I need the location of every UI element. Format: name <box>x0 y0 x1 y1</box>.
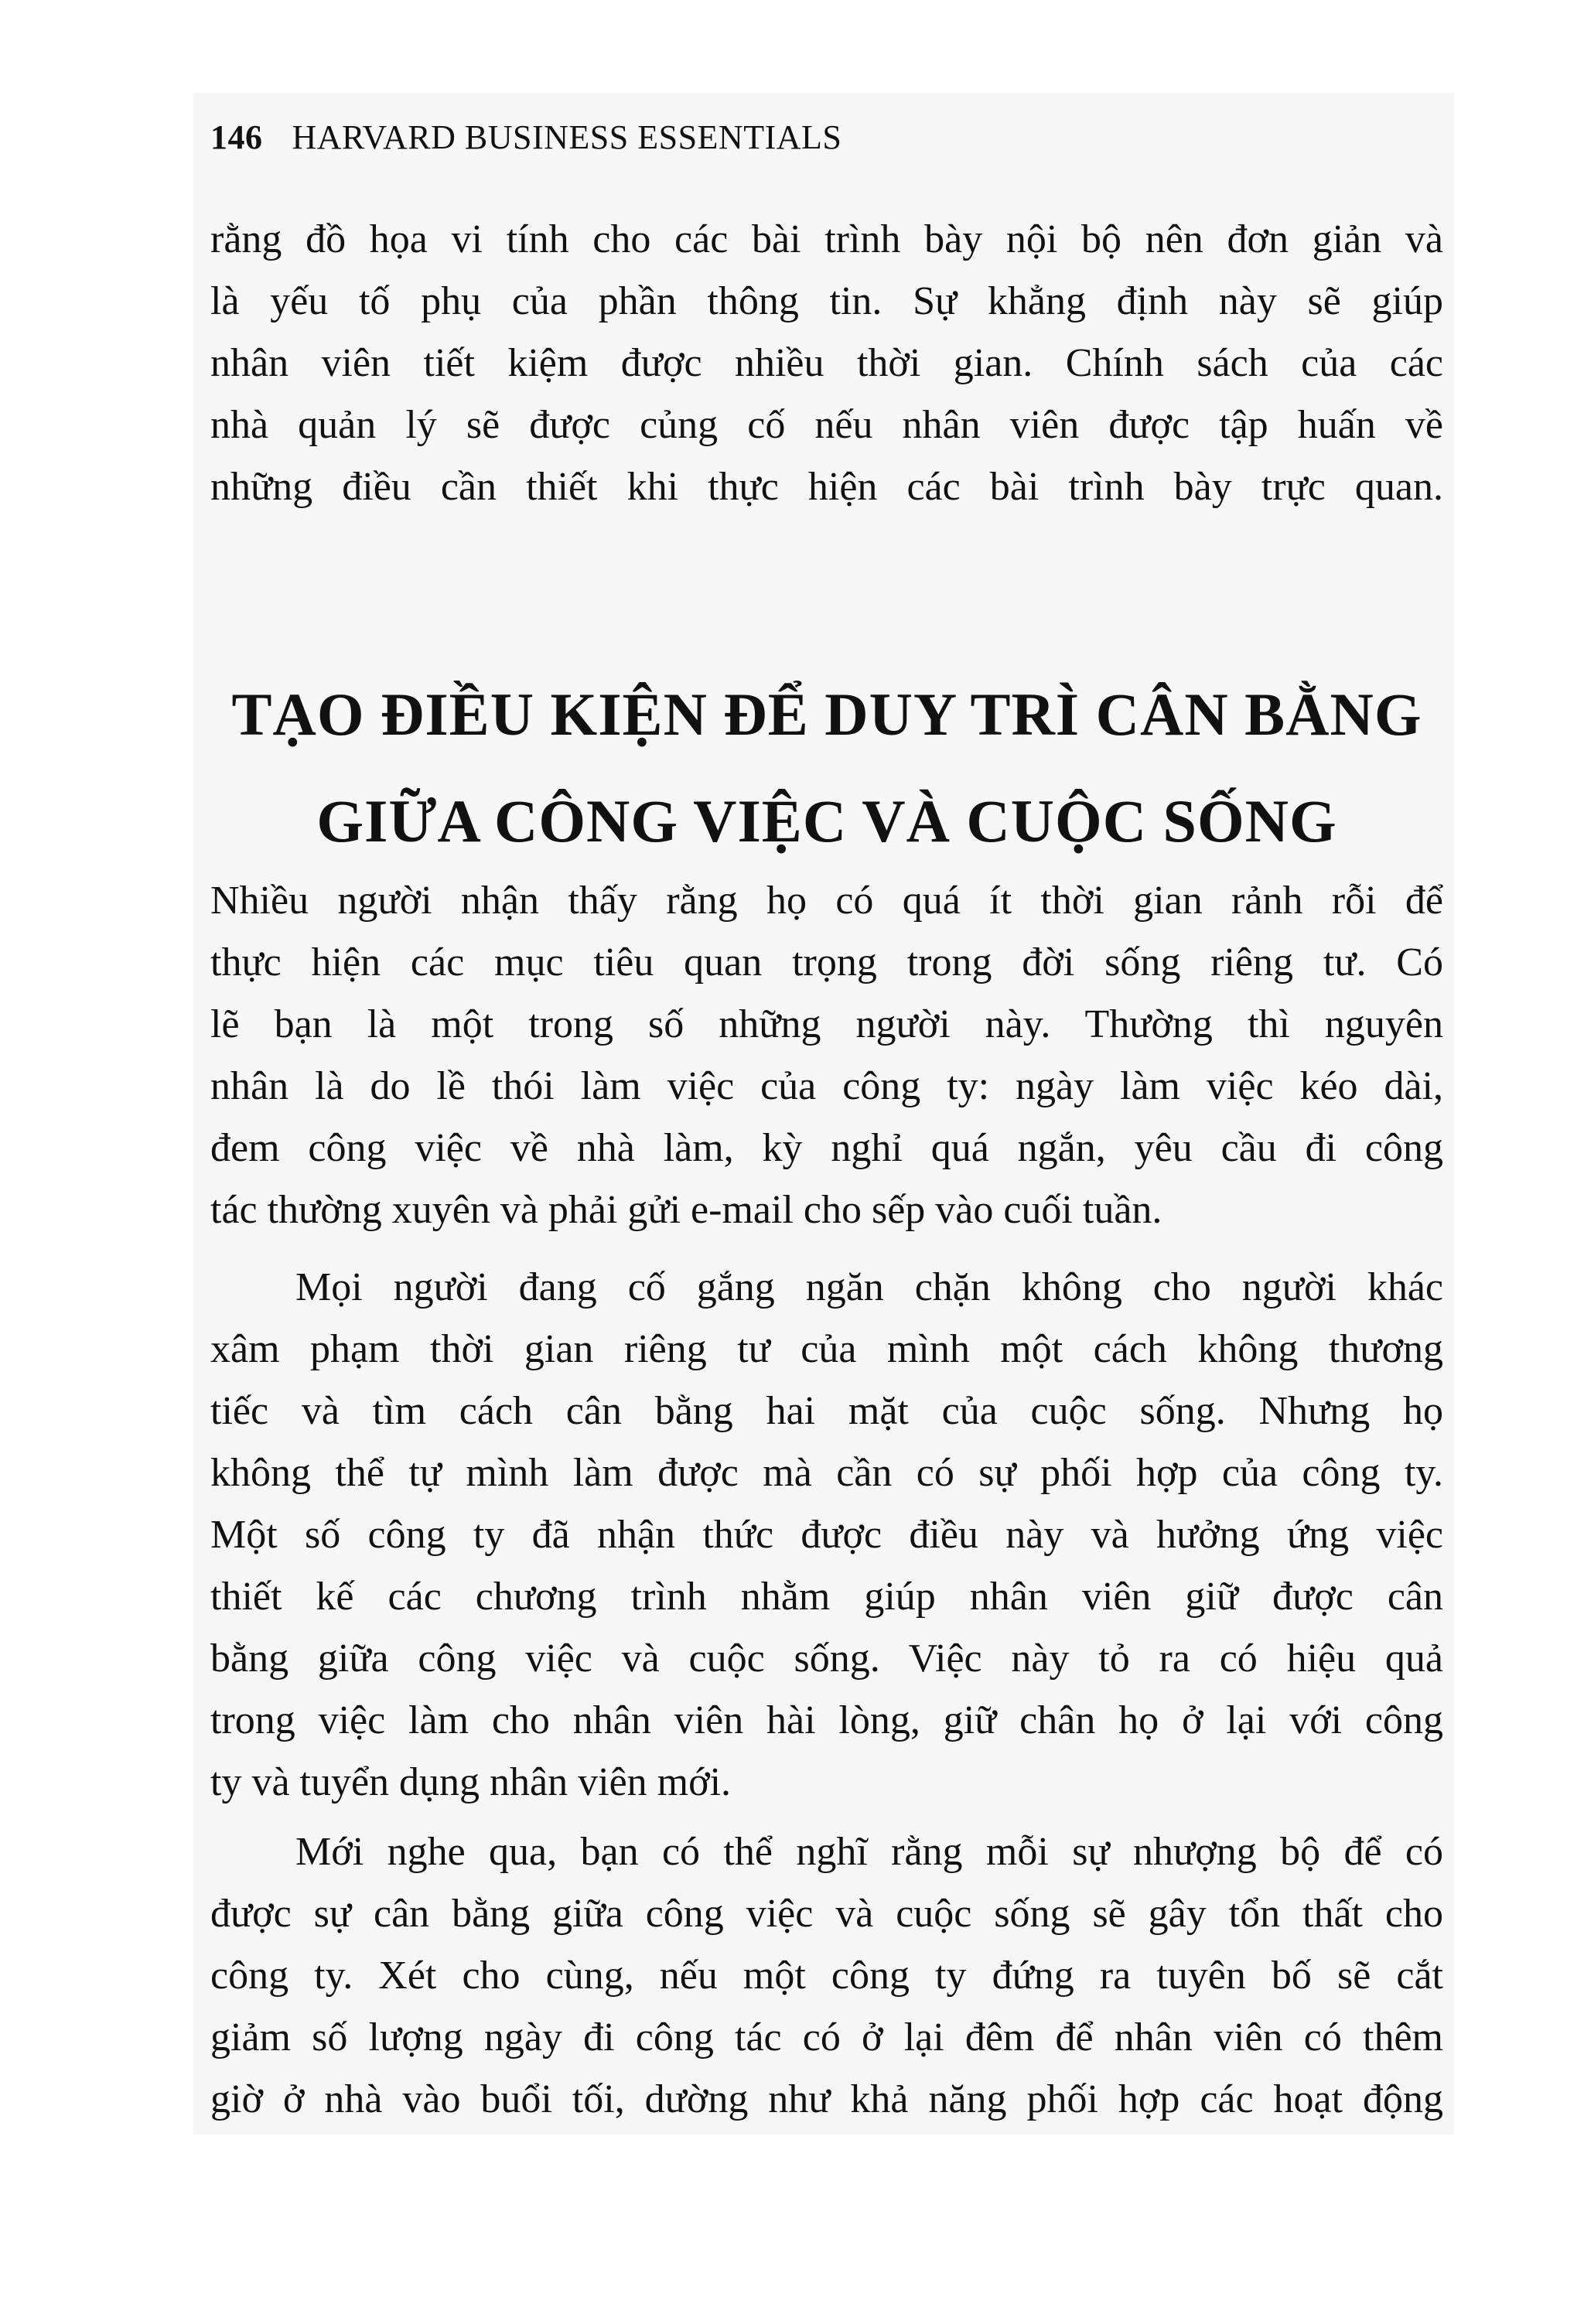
text-line: không thể tự mình làm được mà cần có sự phối hợp của công ty. <box>210 1451 1443 1495</box>
text-line: giờ ở nhà vào buổi tối, dường như khả năng phối hợp các hoạt động <box>210 2077 1443 2121</box>
text-line: nhân viên tiết kiệm được nhiều thời gian. Chính sách của các <box>210 341 1443 385</box>
text-line: giảm số lượng ngày đi công tác có ở lại đêm để nhân viên có thêm <box>210 2015 1443 2060</box>
text-line: Nhiều người nhận thấy rằng họ có quá ít thời gian rảnh rỗi để <box>210 879 1443 923</box>
text-line: bằng giữa công việc và cuộc sống. Việc này tỏ ra có hiệu quả <box>210 1636 1443 1681</box>
text-line: tiếc và tìm cách cân bằng hai mặt của cuộc sống. Nhưng họ <box>210 1389 1443 1433</box>
text-line: nhân là do lề thói làm việc của công ty: ngày làm việc kéo dài, <box>210 1064 1443 1108</box>
paragraph-1 <box>210 870 1443 1241</box>
text-line: nhà quản lý sẽ được củng cố nếu nhân viên được tập huấn về <box>210 403 1443 447</box>
text-line: được sự cân bằng giữa công việc và cuộc sống sẽ gây tổn thất cho <box>210 1892 1443 1936</box>
text-line: thực hiện các mục tiêu quan trọng trong đời sống riêng tư. Có <box>210 940 1443 985</box>
page-number: 146 <box>210 118 263 156</box>
text-line: lẽ bạn là một trong số những người này. Thường thì nguyên <box>210 1002 1443 1046</box>
text-line: Mọi người đang cố gắng ngăn chặn không cho người khác <box>295 1265 1443 1309</box>
text-line: trong việc làm cho nhân viên hài lòng, giữ chân họ ở lại với công <box>210 1698 1443 1742</box>
text-line: xâm phạm thời gian riêng tư của mình một cách không thương <box>210 1327 1443 1371</box>
running-header <box>210 118 842 157</box>
text-line: là yếu tố phụ của phần thông tin. Sự khẳng định này sẽ giúp <box>210 279 1443 323</box>
text-line: rằng đồ họa vi tính cho các bài trình bày nội bộ nên đơn giản và <box>210 217 1443 261</box>
section-heading <box>210 661 1443 875</box>
intro-paragraph <box>210 209 1443 518</box>
text-line: Một số công ty đã nhận thức được điều này và hưởng ứng việc <box>210 1513 1443 1557</box>
text-line: Mới nghe qua, bạn có thể nghĩ rằng mỗi sự nhượng bộ để có <box>295 1830 1443 1874</box>
text-line: những điều cần thiết khi thực hiện các bài trình bày trực quan. <box>210 465 1443 509</box>
text-line: đem công việc về nhà làm, kỳ nghỉ quá ngắn, yêu cầu đi công <box>210 1126 1443 1170</box>
text-line: công ty. Xét cho cùng, nếu một công ty đứng ra tuyên bố sẽ cắt <box>210 1954 1443 1998</box>
paragraph-2 <box>210 1257 1443 1814</box>
text-line: ty và tuyển dụng nhân viên mới. <box>210 1760 732 1804</box>
running-title: HARVARD BUSINESS ESSENTIALS <box>292 118 842 156</box>
paragraph-3 <box>210 1821 1443 2131</box>
text-line: tác thường xuyên và phải gửi e-mail cho sếp vào cuối tuần. <box>210 1188 1162 1232</box>
heading-line: TẠO ĐIỀU KIỆN ĐỂ DUY TRÌ CÂN BẰNG <box>231 681 1422 748</box>
heading-line: GIỮA CÔNG VIỆC VÀ CUỘC SỐNG <box>316 787 1337 855</box>
text-line: thiết kế các chương trình nhằm giúp nhân viên giữ được cân <box>210 1575 1443 1619</box>
